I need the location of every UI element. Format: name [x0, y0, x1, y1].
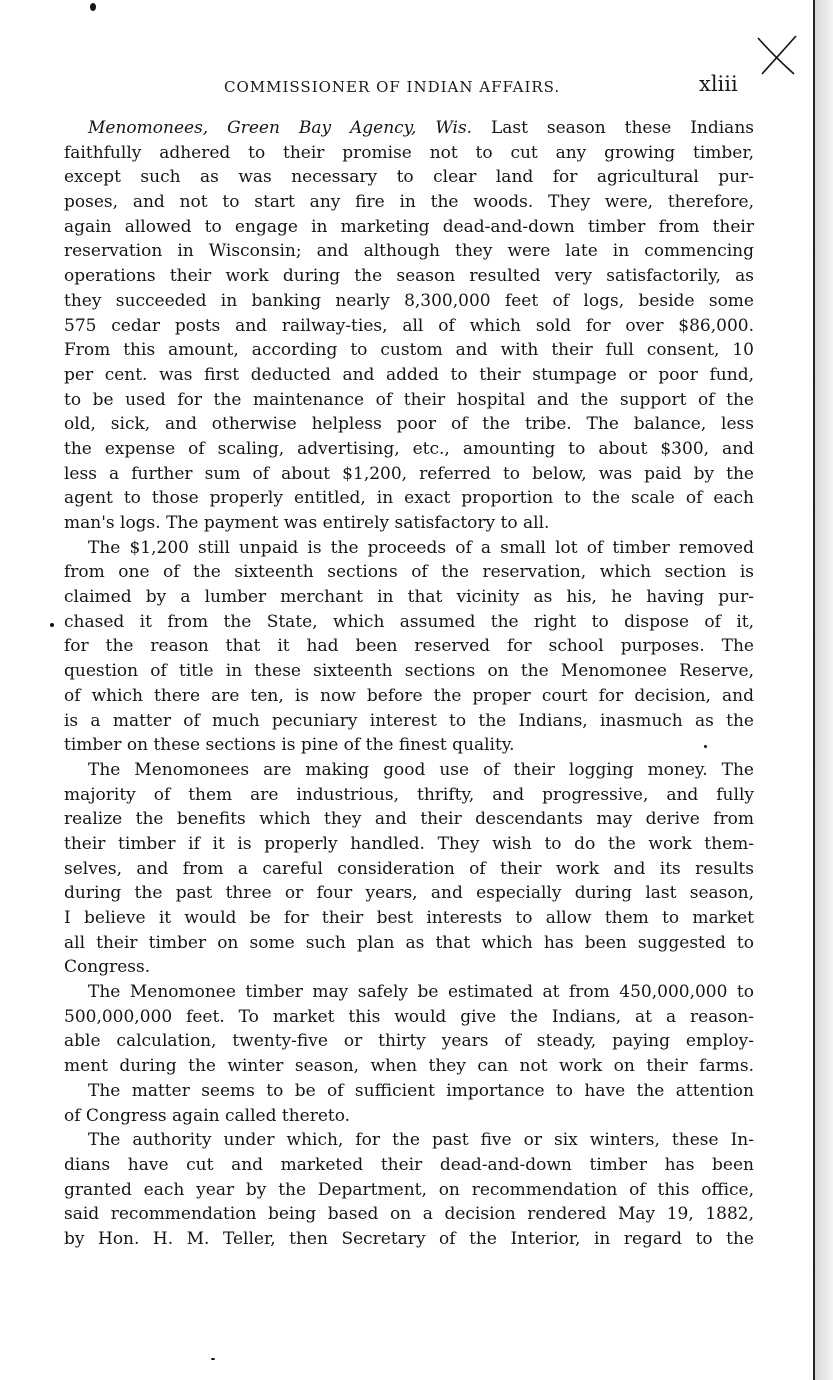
- body-text: [64, 116, 754, 1252]
- text-line: Menomonees, Green Bay Agency, Wis. Last season these Indians: [88, 118, 754, 138]
- print-speck: [211, 1358, 215, 1360]
- text-line: The authority under which, for the past five or six winters, these In-: [88, 1130, 754, 1151]
- text-line: able calculation, twenty-five or thirty years of steady, paying employ-: [64, 1031, 754, 1052]
- text-line: realize the benefits which they and their descendants may derive from: [64, 809, 754, 830]
- print-speck: [90, 3, 96, 11]
- running-head: COMMISSIONER OF INDIAN AFFAIRS.: [224, 78, 561, 96]
- text-line: 575 cedar posts and railway-ties, all of which sold for over $86,000.: [64, 315, 754, 336]
- text-line: granted each year by the Department, on recommendation of this office,: [64, 1179, 754, 1200]
- text-line: from one of the sixteenth sections of the reservation, which section is: [64, 562, 754, 583]
- print-speck: [50, 623, 54, 627]
- text-line: The $1,200 still unpaid is the proceeds of a small lot of timber removed: [88, 537, 754, 558]
- text-line: man's logs. The payment was entirely satisfactory to all.: [64, 513, 550, 533]
- text-line: question of title in these sixteenth sections on the Menomonee Reserve,: [64, 661, 754, 682]
- text-line: ment during the winter season, when they can not work on their farms.: [64, 1056, 754, 1077]
- paragraph: [64, 1079, 754, 1128]
- text-line: operations their work during the season resulted very satisfactorily, as: [64, 266, 754, 287]
- text-line: The Menomonee timber may safely be estimated at from 450,000,000 to: [88, 982, 754, 1003]
- text-line: Congress.: [64, 957, 151, 978]
- paragraph: [64, 116, 754, 536]
- text-line: I believe it would be for their best interests to allow them to market: [64, 908, 754, 928]
- paragraph: [64, 536, 754, 758]
- text-line: of Congress again called thereto.: [64, 1105, 351, 1126]
- paragraph: [64, 980, 754, 1079]
- text-line: all their timber on some such plan as that which has been suggested to: [64, 932, 754, 953]
- paragraph: [64, 1128, 754, 1251]
- text-line: selves, and from a careful consideration of their work and its results: [64, 858, 754, 879]
- text-line: during the past three or four years, and especially during last season,: [64, 883, 754, 904]
- text-line: per cent. was first deducted and added to their stumpage or poor fund,: [64, 364, 754, 385]
- page-number: xliii: [699, 72, 738, 96]
- text-line: The matter seems to be of sufficient importance to have the attention: [88, 1080, 754, 1101]
- text-line: claimed by a lumber merchant in that vicinity as his, he having pur-: [64, 587, 754, 608]
- text-line: faithfully adhered to their promise not to cut any growing timber,: [64, 142, 754, 163]
- page-edge: [815, 0, 833, 1380]
- text-line: chased it from the State, which assumed the right to dispose of it,: [64, 611, 754, 632]
- text-line: 500,000,000 feet. To market this would give the Indians, at a reason-: [64, 1006, 754, 1027]
- text-line: reservation in Wisconsin; and although they were late in commencing: [64, 241, 754, 262]
- handwritten-x-mark-icon: [754, 34, 800, 78]
- text-line: again allowed to engage in marketing dead-and-down timber from their: [64, 216, 754, 237]
- text-line: From this amount, according to custom and with their full consent, 10: [64, 340, 754, 361]
- text-line: of which there are ten, is now before the proper court for decision, and: [64, 685, 754, 706]
- text-line: is a matter of much pecuniary interest to the Indians, inasmuch as the: [64, 710, 754, 731]
- text-line: majority of them are industrious, thrifty, and progressive, and fully: [64, 784, 754, 805]
- text-line: to be used for the maintenance of their hospital and the support of the: [64, 389, 754, 410]
- text-line: The Menomonees are making good use of their logging money. The: [88, 759, 754, 780]
- page-header: [0, 74, 815, 104]
- text-line: except such as was necessary to clear land for agricultural pur-: [64, 167, 754, 188]
- text-line: said recommendation being based on a decision rendered May 19, 1882,: [64, 1204, 754, 1225]
- text-line: poses, and not to start any fire in the woods. They were, therefore,: [64, 192, 754, 213]
- text-line: less a further sum of about $1,200, referred to below, was paid by the: [64, 463, 754, 484]
- text-line: for the reason that it had been reserved for school purposes. The: [64, 636, 754, 657]
- text-line: old, sick, and otherwise helpless poor of the tribe. The balance, less: [64, 414, 754, 435]
- text-line: they succeeded in banking nearly 8,300,000 feet of logs, beside some: [64, 290, 754, 311]
- text-line: by Hon. H. M. Teller, then Secretary of the Interior, in regard to the: [64, 1228, 754, 1249]
- paragraph: [64, 758, 754, 980]
- text-line: agent to those properly entitled, in exact proportion to the scale of each: [64, 488, 754, 509]
- text-line: the expense of scaling, advertising, etc., amounting to about $300, and: [64, 438, 754, 459]
- text-line: dians have cut and marketed their dead-and-down timber has been: [64, 1154, 754, 1175]
- text-line: timber on these sections is pine of the finest quality.: [64, 735, 515, 756]
- italic-lead: Menomonees, Green Bay Agency, Wis.: [88, 118, 473, 138]
- text-line: their timber if it is properly handled. They wish to do the work them-: [64, 833, 754, 854]
